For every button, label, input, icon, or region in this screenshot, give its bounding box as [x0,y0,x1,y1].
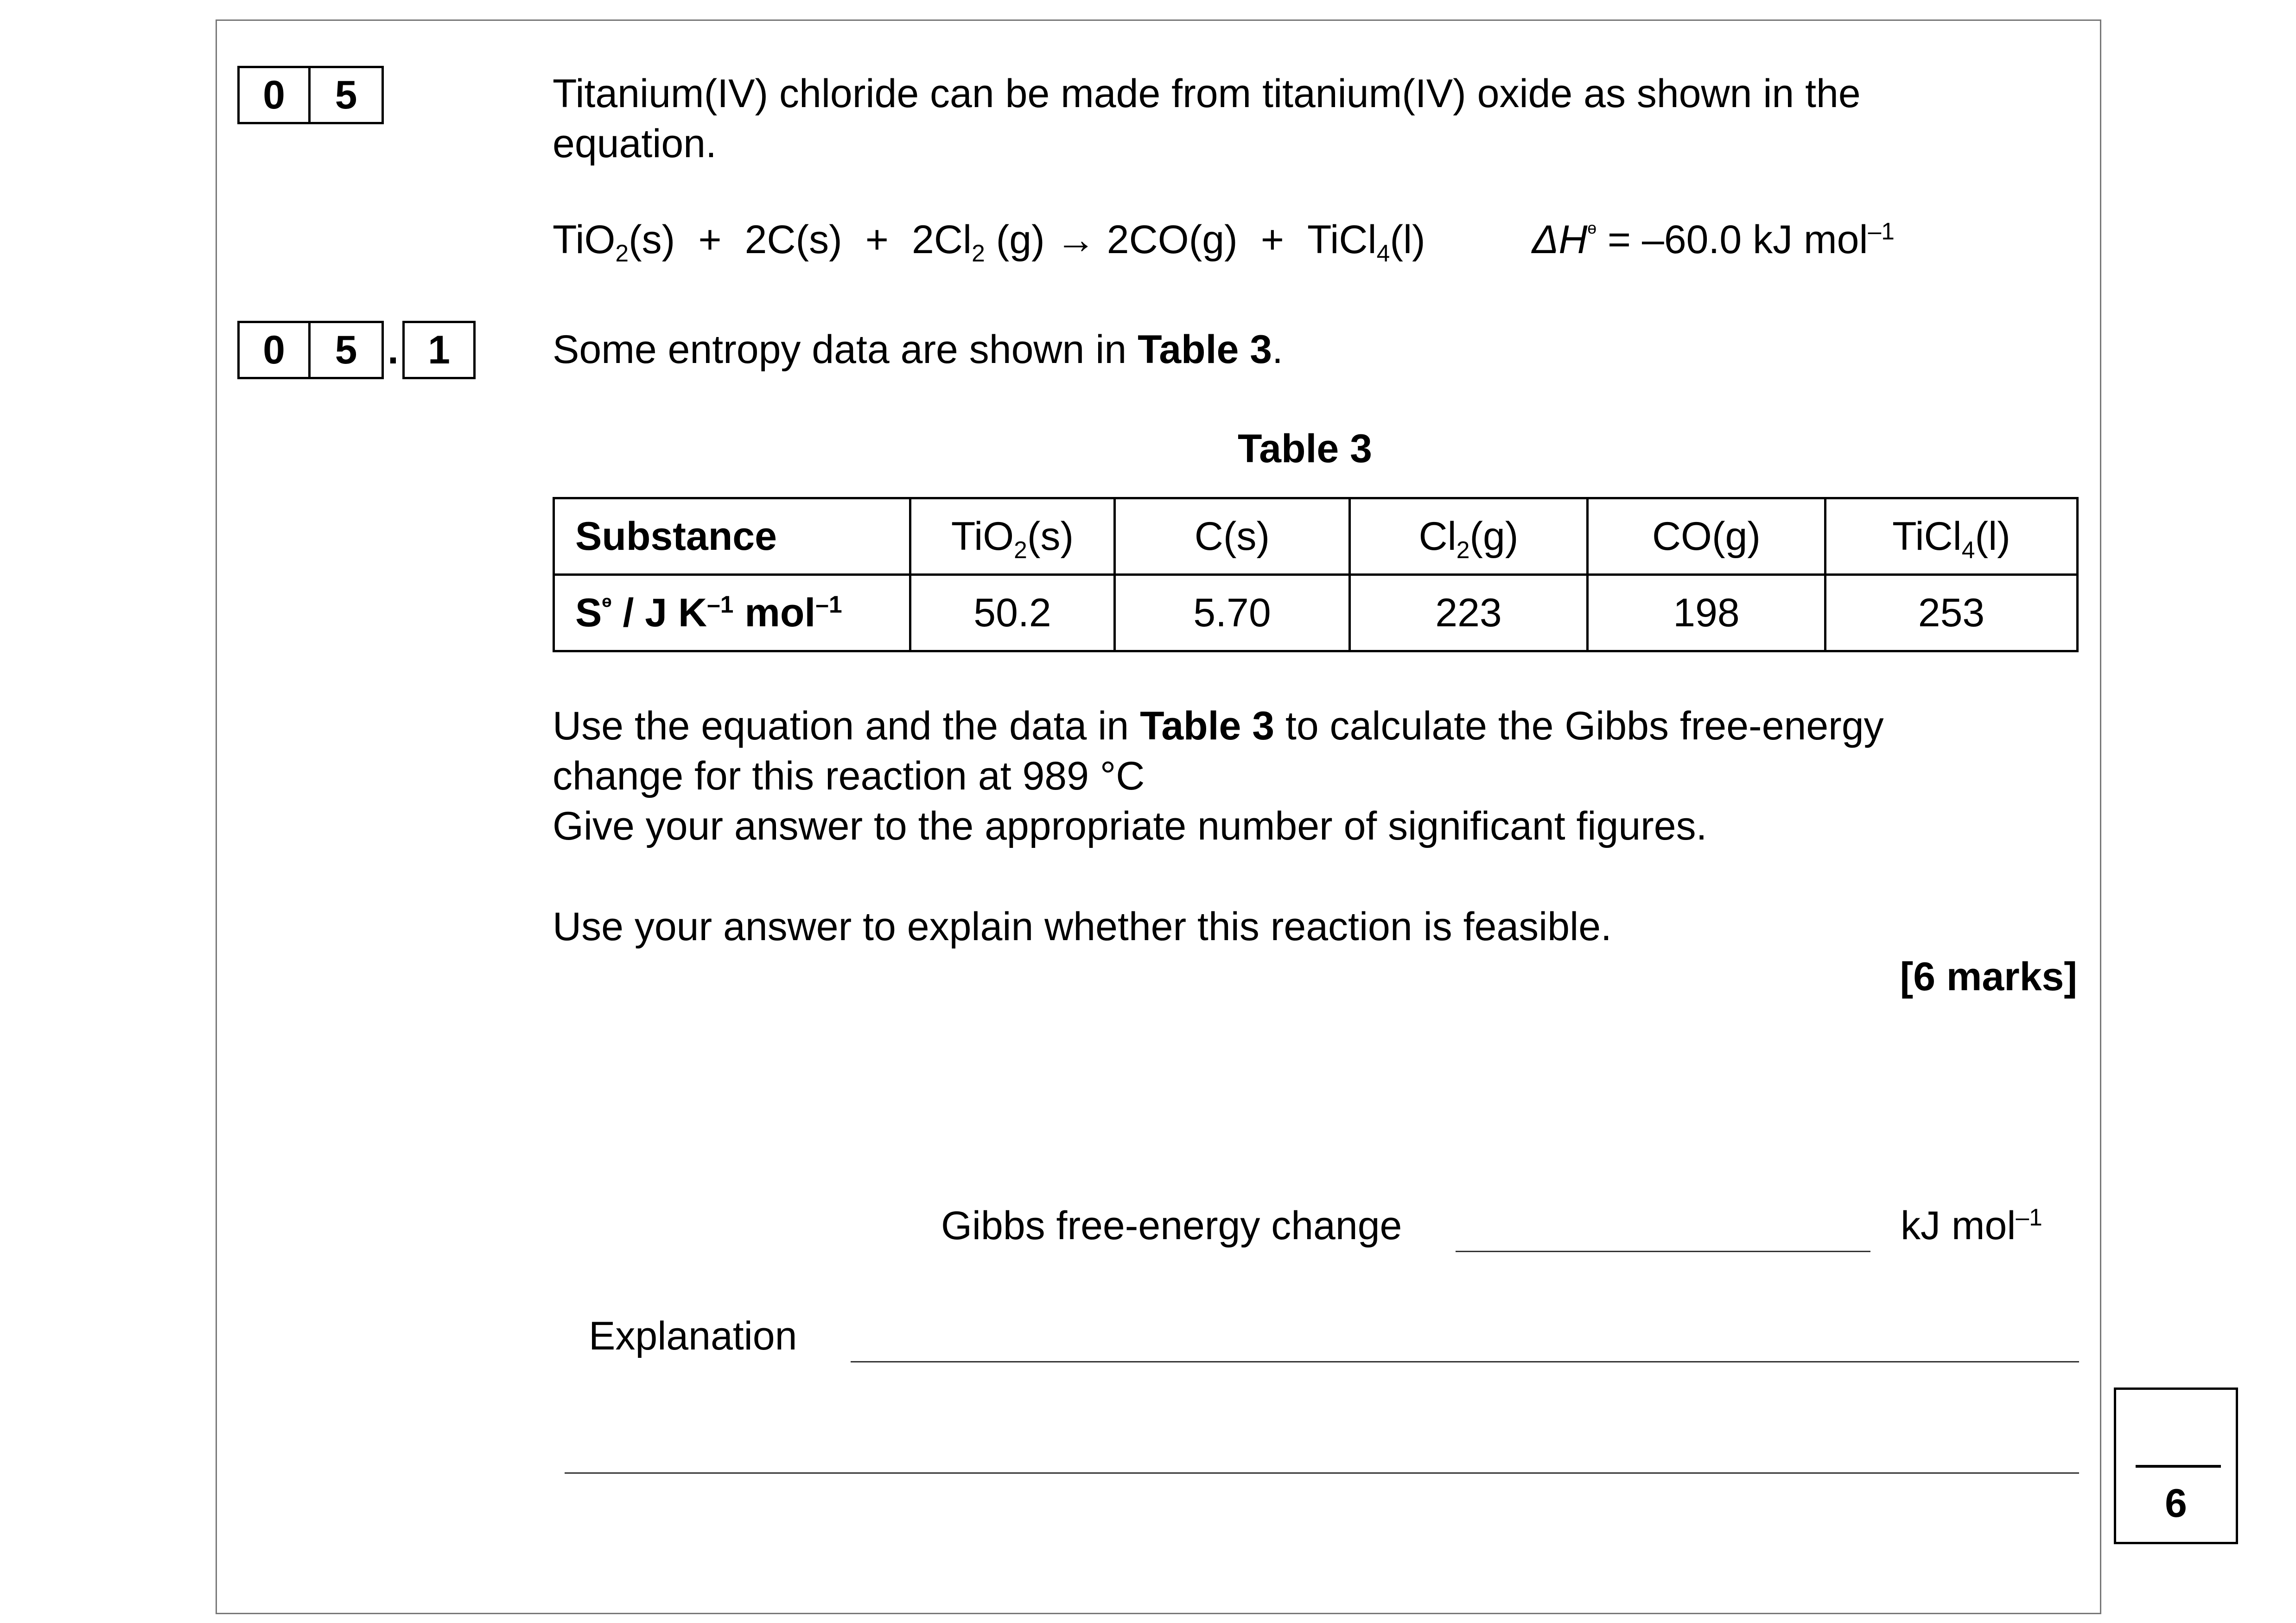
gibbs-label: Gibbs free-energy change [941,1203,1402,1248]
gibbs-unit: kJ mol$^{-1}$ [1901,1203,2042,1248]
instruction-line4: Use your answer to explain whether this reaction is feasible. [553,904,1612,949]
eq-plus: + [1260,217,1284,262]
question-digit: 0 [237,66,311,124]
subquestion-digit: 1 [402,321,476,379]
gibbs-answer-line[interactable] [1456,1205,1870,1252]
eq-arrow: → [1056,217,1096,262]
table-cell: 198 [1588,575,1825,651]
eq-enthalpy: $\Delta H^ᶱ = -60.0$ kJ mol$^{-1}$ [1532,217,1895,262]
table-cell: 223 [1350,575,1588,651]
eq-co: 2CO(g) [1107,217,1238,262]
subquestion-dot: . [388,327,399,372]
table-cell: 50.2 [910,575,1115,651]
table-header-substance: Substance [554,498,910,575]
question-number-box [237,66,384,124]
score-total: 6 [2165,1481,2187,1526]
marks-label: [6 marks] [1900,955,2077,999]
table-row [554,498,2078,575]
explanation-line[interactable] [851,1317,2079,1362]
table-cell: 5.70 [1115,575,1350,651]
eq-plus: + [865,217,889,262]
eq-cl2: $2Cl_2$ (g) [912,217,1045,267]
entropy-table [553,497,2079,652]
table-title: Table 3 [1238,426,1372,471]
explanation-label: Explanation [589,1314,797,1358]
reaction-equation [553,217,1895,267]
subquestion-number-box [237,321,476,379]
subquestion-digit: 0 [237,321,311,379]
explanation-line[interactable] [565,1428,2079,1474]
subquestion-intro: Some entropy data are shown in Table 3. [553,327,1283,372]
score-line [2136,1465,2221,1468]
eq-carbon: 2C(s) [744,217,842,262]
instruction-line3: Give your answer to the appropriate number of significant figures. [553,804,1707,848]
question-intro-line1: Titanium(IV) chloride can be made from titanium(IV) oxide as shown in the [553,71,1861,116]
table-cell: TiO$_2$(s) [910,498,1115,575]
subquestion-digit: 5 [311,321,384,379]
eq-tio2: TiO$_2$(s) [553,217,675,267]
score-box [2114,1388,2238,1544]
eq-ticl4: TiCl$_4$(l) [1307,217,1425,267]
eq-plus: + [698,217,722,262]
table-cell: $Cl_2(g)$ [1350,498,1588,575]
table-row [554,575,2078,651]
instruction-line1: Use the equation and the data in Table 3 to calculate the Gibbs free-energy [553,704,1884,748]
table-cell: 253 [1825,575,2078,651]
table-cell: C(s) [1115,498,1350,575]
question-intro-line2: equation. [553,121,717,166]
instruction-line2: change for this reaction at 989 °C [553,754,1145,798]
table-header-entropy: $S^ᶱ$ / J $K^{-1}$ mol$^{-1}$ [554,575,910,651]
question-digit: 5 [311,66,384,124]
table-cell: CO(g) [1588,498,1825,575]
table-cell: TiCl$_4$(l) [1825,498,2078,575]
